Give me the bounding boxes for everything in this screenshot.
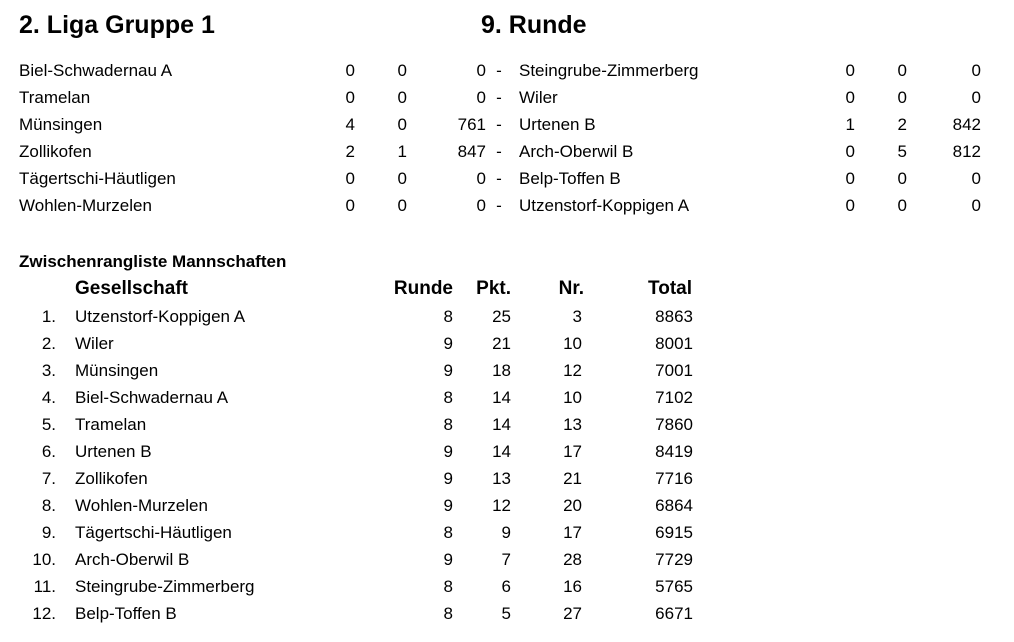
- round-value: 8: [443, 577, 453, 596]
- rank: 6.: [41, 442, 56, 461]
- team-name: Belp-Toffen B: [75, 604, 177, 623]
- away-value-1: 0: [845, 88, 855, 107]
- home-team: Zollikofen: [19, 142, 92, 161]
- points-value: 21: [492, 334, 511, 353]
- home-value-1: 0: [345, 169, 355, 188]
- home-team: Tägertschi-Häutligen: [19, 169, 176, 188]
- nr-value: 28: [563, 550, 582, 569]
- standings-title: Zwischenrangliste Mannschaften: [19, 252, 287, 271]
- rank: 4.: [41, 388, 56, 407]
- home-value-2: 0: [397, 196, 407, 215]
- home-value-3: 0: [476, 61, 486, 80]
- away-value-3: 0: [971, 169, 981, 188]
- rank: 10.: [32, 550, 56, 569]
- away-value-1: 0: [845, 196, 855, 215]
- points-value: 12: [492, 496, 511, 515]
- nr-value: 27: [563, 604, 582, 623]
- total-value: 6671: [655, 604, 693, 623]
- match-separator: -: [496, 88, 502, 107]
- away-value-1: 0: [845, 169, 855, 188]
- away-value-3: 0: [971, 61, 981, 80]
- round-value: 9: [443, 550, 453, 569]
- rank: 8.: [41, 496, 56, 515]
- header-round: Runde: [393, 278, 453, 299]
- team-name: Wiler: [75, 334, 114, 353]
- home-team: Biel-Schwadernau A: [19, 61, 173, 80]
- points-value: 9: [501, 523, 511, 542]
- points-value: 5: [501, 604, 511, 623]
- match-separator: -: [496, 142, 502, 161]
- match-separator: -: [496, 196, 502, 215]
- home-value-1: 0: [345, 196, 355, 215]
- home-team: Wohlen-Murzelen: [19, 196, 152, 215]
- nr-value: 12: [563, 361, 582, 380]
- points-value: 7: [501, 550, 511, 569]
- match-separator: -: [496, 169, 502, 188]
- home-value-2: 0: [397, 88, 407, 107]
- home-value-2: 0: [397, 169, 407, 188]
- away-value-3: 0: [971, 88, 981, 107]
- home-value-2: 1: [397, 142, 407, 161]
- header-team: Gesellschaft: [75, 278, 188, 299]
- away-value-3: 812: [952, 142, 981, 161]
- team-name: Zollikofen: [75, 469, 148, 488]
- round-value: 9: [443, 469, 453, 488]
- away-value-2: 0: [897, 169, 907, 188]
- points-value: 13: [492, 469, 511, 488]
- home-value-2: 0: [397, 61, 407, 80]
- points-value: 14: [492, 442, 511, 461]
- team-name: Wohlen-Murzelen: [75, 496, 208, 515]
- total-value: 5765: [655, 577, 693, 596]
- away-team: Steingrube-Zimmerberg: [519, 61, 699, 80]
- team-name: Utzenstorf-Koppigen A: [75, 307, 246, 326]
- home-value-3: 0: [476, 196, 486, 215]
- team-name: Münsingen: [75, 361, 159, 380]
- away-value-2: 0: [897, 196, 907, 215]
- points-value: 6: [501, 577, 511, 596]
- round-value: 8: [443, 388, 453, 407]
- total-value: 8863: [655, 307, 693, 326]
- away-value-1: 1: [845, 115, 855, 134]
- team-name: Biel-Schwadernau A: [75, 388, 229, 407]
- away-team: Wiler: [519, 88, 558, 107]
- rank: 5.: [41, 415, 56, 434]
- rank: 7.: [41, 469, 56, 488]
- total-value: 7001: [655, 361, 693, 380]
- total-value: 7102: [655, 388, 693, 407]
- away-team: Belp-Toffen B: [519, 169, 621, 188]
- nr-value: 20: [563, 496, 582, 515]
- header-total: Total: [648, 278, 692, 299]
- round-value: 8: [443, 523, 453, 542]
- home-team: Tramelan: [19, 88, 91, 107]
- round-title: 9. Runde: [481, 11, 587, 39]
- total-value: 6915: [655, 523, 693, 542]
- away-value-3: 0: [971, 196, 981, 215]
- points-value: 14: [492, 388, 511, 407]
- total-value: 7860: [655, 415, 693, 434]
- round-value: 9: [443, 334, 453, 353]
- total-value: 6864: [655, 496, 693, 515]
- match-separator: -: [496, 115, 502, 134]
- nr-value: 16: [563, 577, 582, 596]
- home-value-3: 0: [476, 169, 486, 188]
- league-title: 2. Liga Gruppe 1: [19, 11, 215, 39]
- round-value: 8: [443, 604, 453, 623]
- away-team: Arch-Oberwil B: [519, 142, 634, 161]
- away-value-2: 5: [897, 142, 907, 161]
- points-value: 25: [492, 307, 511, 326]
- home-value-3: 847: [457, 142, 486, 161]
- away-value-2: 2: [897, 115, 907, 134]
- away-value-2: 0: [897, 88, 907, 107]
- team-name: Steingrube-Zimmerberg: [75, 577, 255, 596]
- total-value: 7729: [655, 550, 693, 569]
- nr-value: 21: [563, 469, 582, 488]
- round-value: 9: [443, 361, 453, 380]
- home-value-3: 761: [457, 115, 486, 134]
- nr-value: 17: [563, 442, 582, 461]
- rank: 3.: [41, 361, 56, 380]
- total-value: 7716: [655, 469, 693, 488]
- rank: 1.: [41, 307, 56, 326]
- total-value: 8001: [655, 334, 693, 353]
- rank: 2.: [41, 334, 56, 353]
- home-value-3: 0: [476, 88, 486, 107]
- total-value: 8419: [655, 442, 693, 461]
- home-team: Münsingen: [19, 115, 103, 134]
- points-value: 18: [492, 361, 511, 380]
- team-name: Tägertschi-Häutligen: [75, 523, 232, 542]
- team-name: Arch-Oberwil B: [75, 550, 190, 569]
- rank: 12.: [32, 604, 56, 623]
- nr-value: 10: [563, 334, 582, 353]
- home-value-2: 0: [397, 115, 407, 134]
- team-name: Urtenen B: [75, 442, 152, 461]
- nr-value: 10: [563, 388, 582, 407]
- away-value-1: 0: [845, 142, 855, 161]
- away-team: Urtenen B: [519, 115, 596, 134]
- match-separator: -: [496, 61, 502, 80]
- away-value-3: 842: [952, 115, 981, 134]
- round-value: 9: [443, 442, 453, 461]
- nr-value: 13: [563, 415, 582, 434]
- away-value-2: 0: [897, 61, 907, 80]
- round-value: 9: [443, 496, 453, 515]
- header-nr: Nr.: [558, 278, 584, 299]
- round-value: 8: [443, 307, 453, 326]
- rank: 9.: [41, 523, 56, 542]
- nr-value: 17: [563, 523, 582, 542]
- home-value-1: 0: [345, 88, 355, 107]
- team-name: Tramelan: [75, 415, 147, 434]
- points-value: 14: [492, 415, 511, 434]
- header-points: Pkt.: [476, 278, 511, 299]
- home-value-1: 4: [345, 115, 355, 134]
- away-team: Utzenstorf-Koppigen A: [519, 196, 690, 215]
- away-value-1: 0: [845, 61, 855, 80]
- home-value-1: 2: [345, 142, 355, 161]
- rank: 11.: [33, 577, 56, 596]
- round-value: 8: [443, 415, 453, 434]
- home-value-1: 0: [345, 61, 355, 80]
- nr-value: 3: [572, 307, 582, 326]
